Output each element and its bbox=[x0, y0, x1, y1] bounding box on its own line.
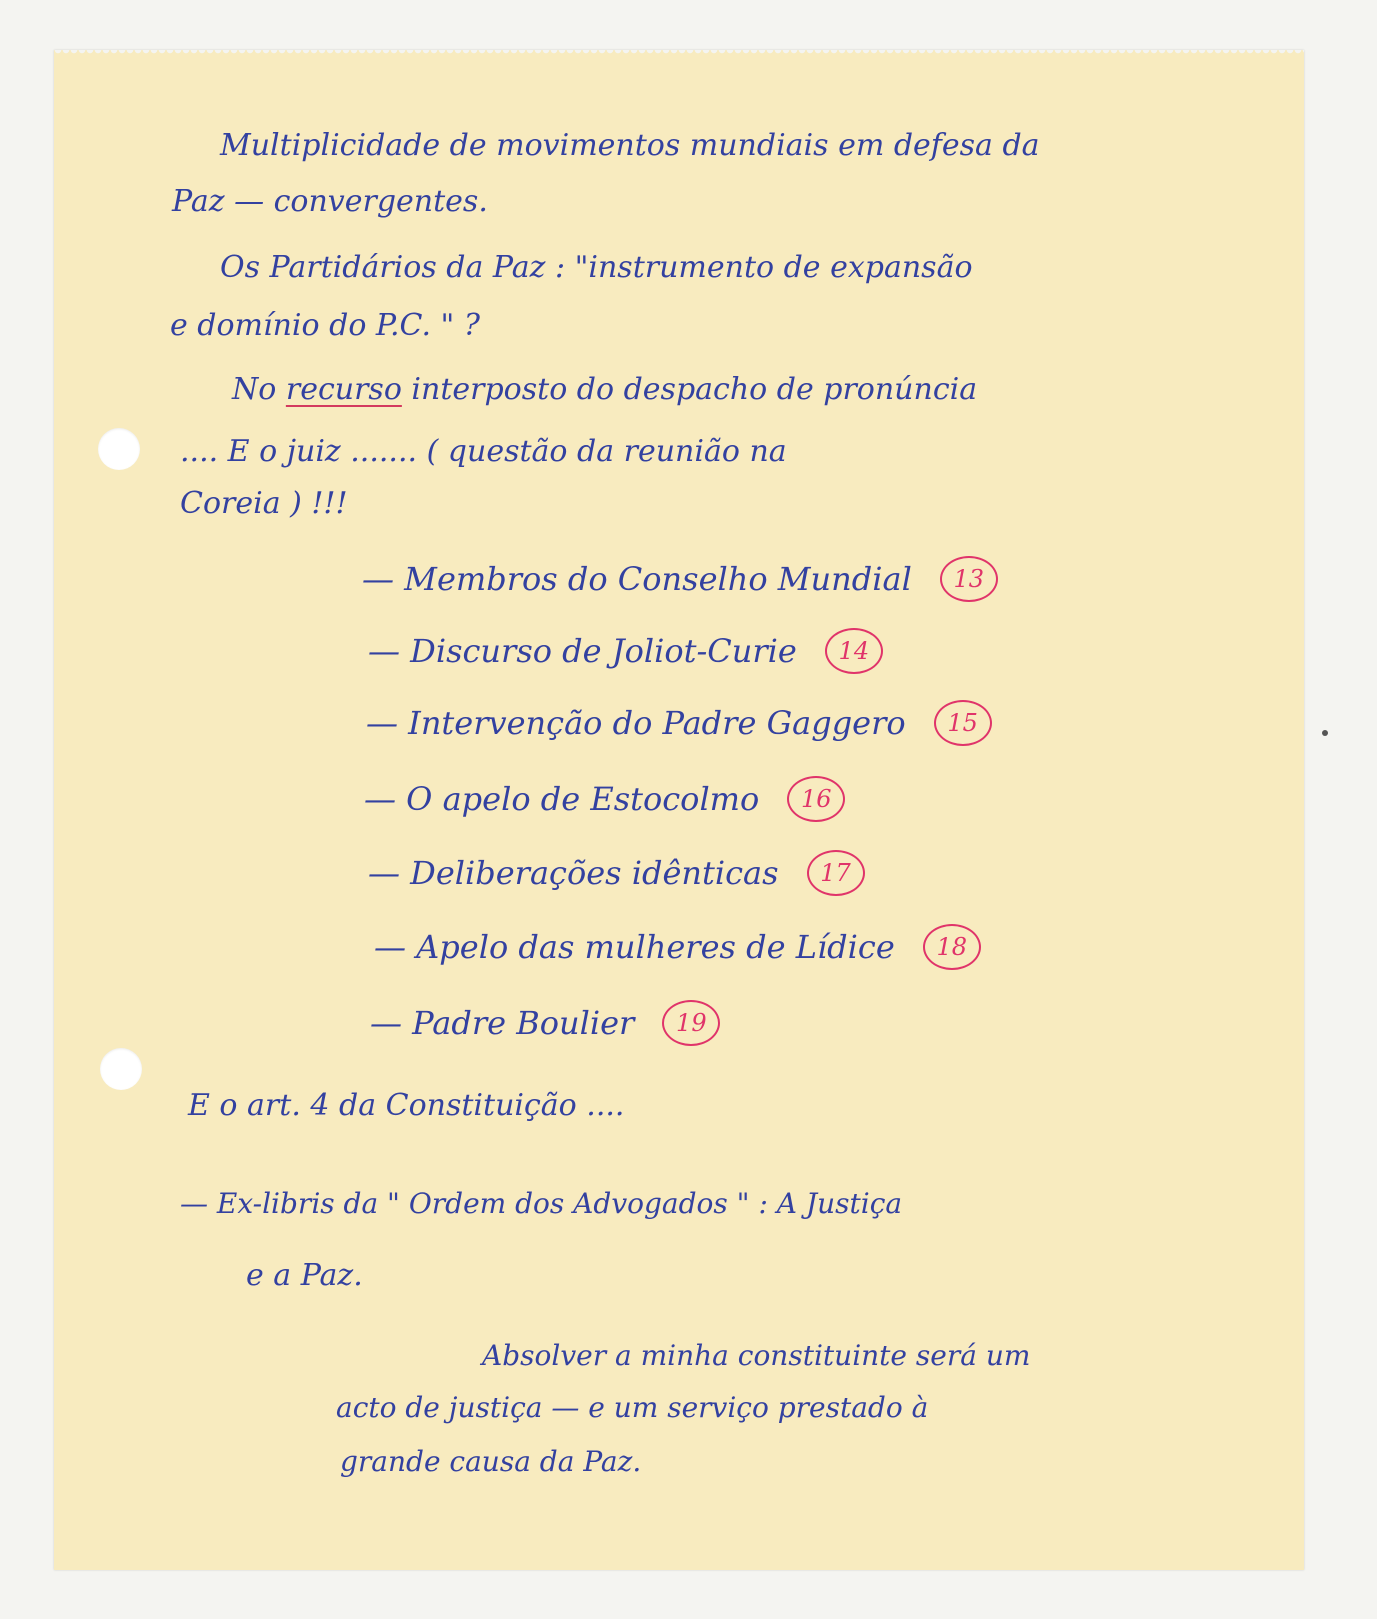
text-line-4: e domínio do P.C. " ? bbox=[170, 308, 480, 343]
list-item bbox=[362, 556, 998, 602]
list-item-text: — Intervenção do Padre Gaggero bbox=[366, 704, 906, 742]
text-line-5-end: interposto do despacho de pronúncia bbox=[401, 372, 978, 407]
circled-number: 14 bbox=[825, 628, 883, 674]
circled-number: 16 bbox=[787, 776, 845, 822]
text-line-3: Os Partidários da Paz : "instrumento de expansão bbox=[220, 250, 973, 285]
text-acto-justica: acto de justiça — e um serviço prestado à bbox=[336, 1391, 929, 1424]
circled-number: 19 bbox=[662, 1000, 720, 1046]
list-item-text: — Discurso de Joliot-Curie bbox=[368, 632, 797, 670]
perforated-edge bbox=[54, 50, 1304, 56]
circled-number: 15 bbox=[934, 700, 992, 746]
text-line-6: .... E o juiz ....... ( questão da reunião na bbox=[180, 434, 787, 469]
list-item bbox=[366, 700, 992, 746]
list-item bbox=[368, 628, 883, 674]
text-constitution: E o art. 4 da Constituição .... bbox=[188, 1088, 625, 1123]
list-item bbox=[368, 850, 865, 896]
text-grande-causa: grande causa da Paz. bbox=[340, 1445, 642, 1478]
circled-number: 18 bbox=[923, 924, 981, 970]
text-absolver: Absolver a minha constituinte será um bbox=[482, 1339, 1031, 1372]
list-item-text: — Padre Boulier bbox=[370, 1004, 635, 1042]
manuscript-page bbox=[54, 50, 1304, 1570]
circled-number: 13 bbox=[940, 556, 998, 602]
text-ex-libris: — Ex-libris da " Ordem dos Advogados " : A Justiça bbox=[180, 1187, 903, 1220]
list-item-text: — O apelo de Estocolmo bbox=[364, 780, 760, 818]
text-line-2: Paz — convergentes. bbox=[172, 184, 488, 219]
list-item-text: — Deliberações idênticas bbox=[368, 854, 779, 892]
list-item bbox=[370, 1000, 720, 1046]
punch-hole-top bbox=[98, 428, 140, 470]
text-justice-peace: e a Paz. bbox=[246, 1258, 363, 1293]
list-item bbox=[364, 776, 845, 822]
text-line-1: Multiplicidade de movimentos mundiais em defesa da bbox=[220, 128, 1040, 163]
list-item bbox=[374, 924, 981, 970]
punch-hole-bottom bbox=[100, 1048, 142, 1090]
speck bbox=[1322, 730, 1328, 736]
list-item-text: — Membros do Conselho Mundial bbox=[362, 560, 912, 598]
text-line-5 bbox=[232, 370, 977, 410]
circled-number: 17 bbox=[807, 850, 865, 896]
list-item-text: — Apelo das mulheres de Lídice bbox=[374, 928, 895, 966]
text-line-7: Coreia ) !!! bbox=[180, 486, 348, 521]
underlined-word: recurso bbox=[285, 372, 402, 407]
text-line-5-start: No bbox=[232, 372, 286, 407]
